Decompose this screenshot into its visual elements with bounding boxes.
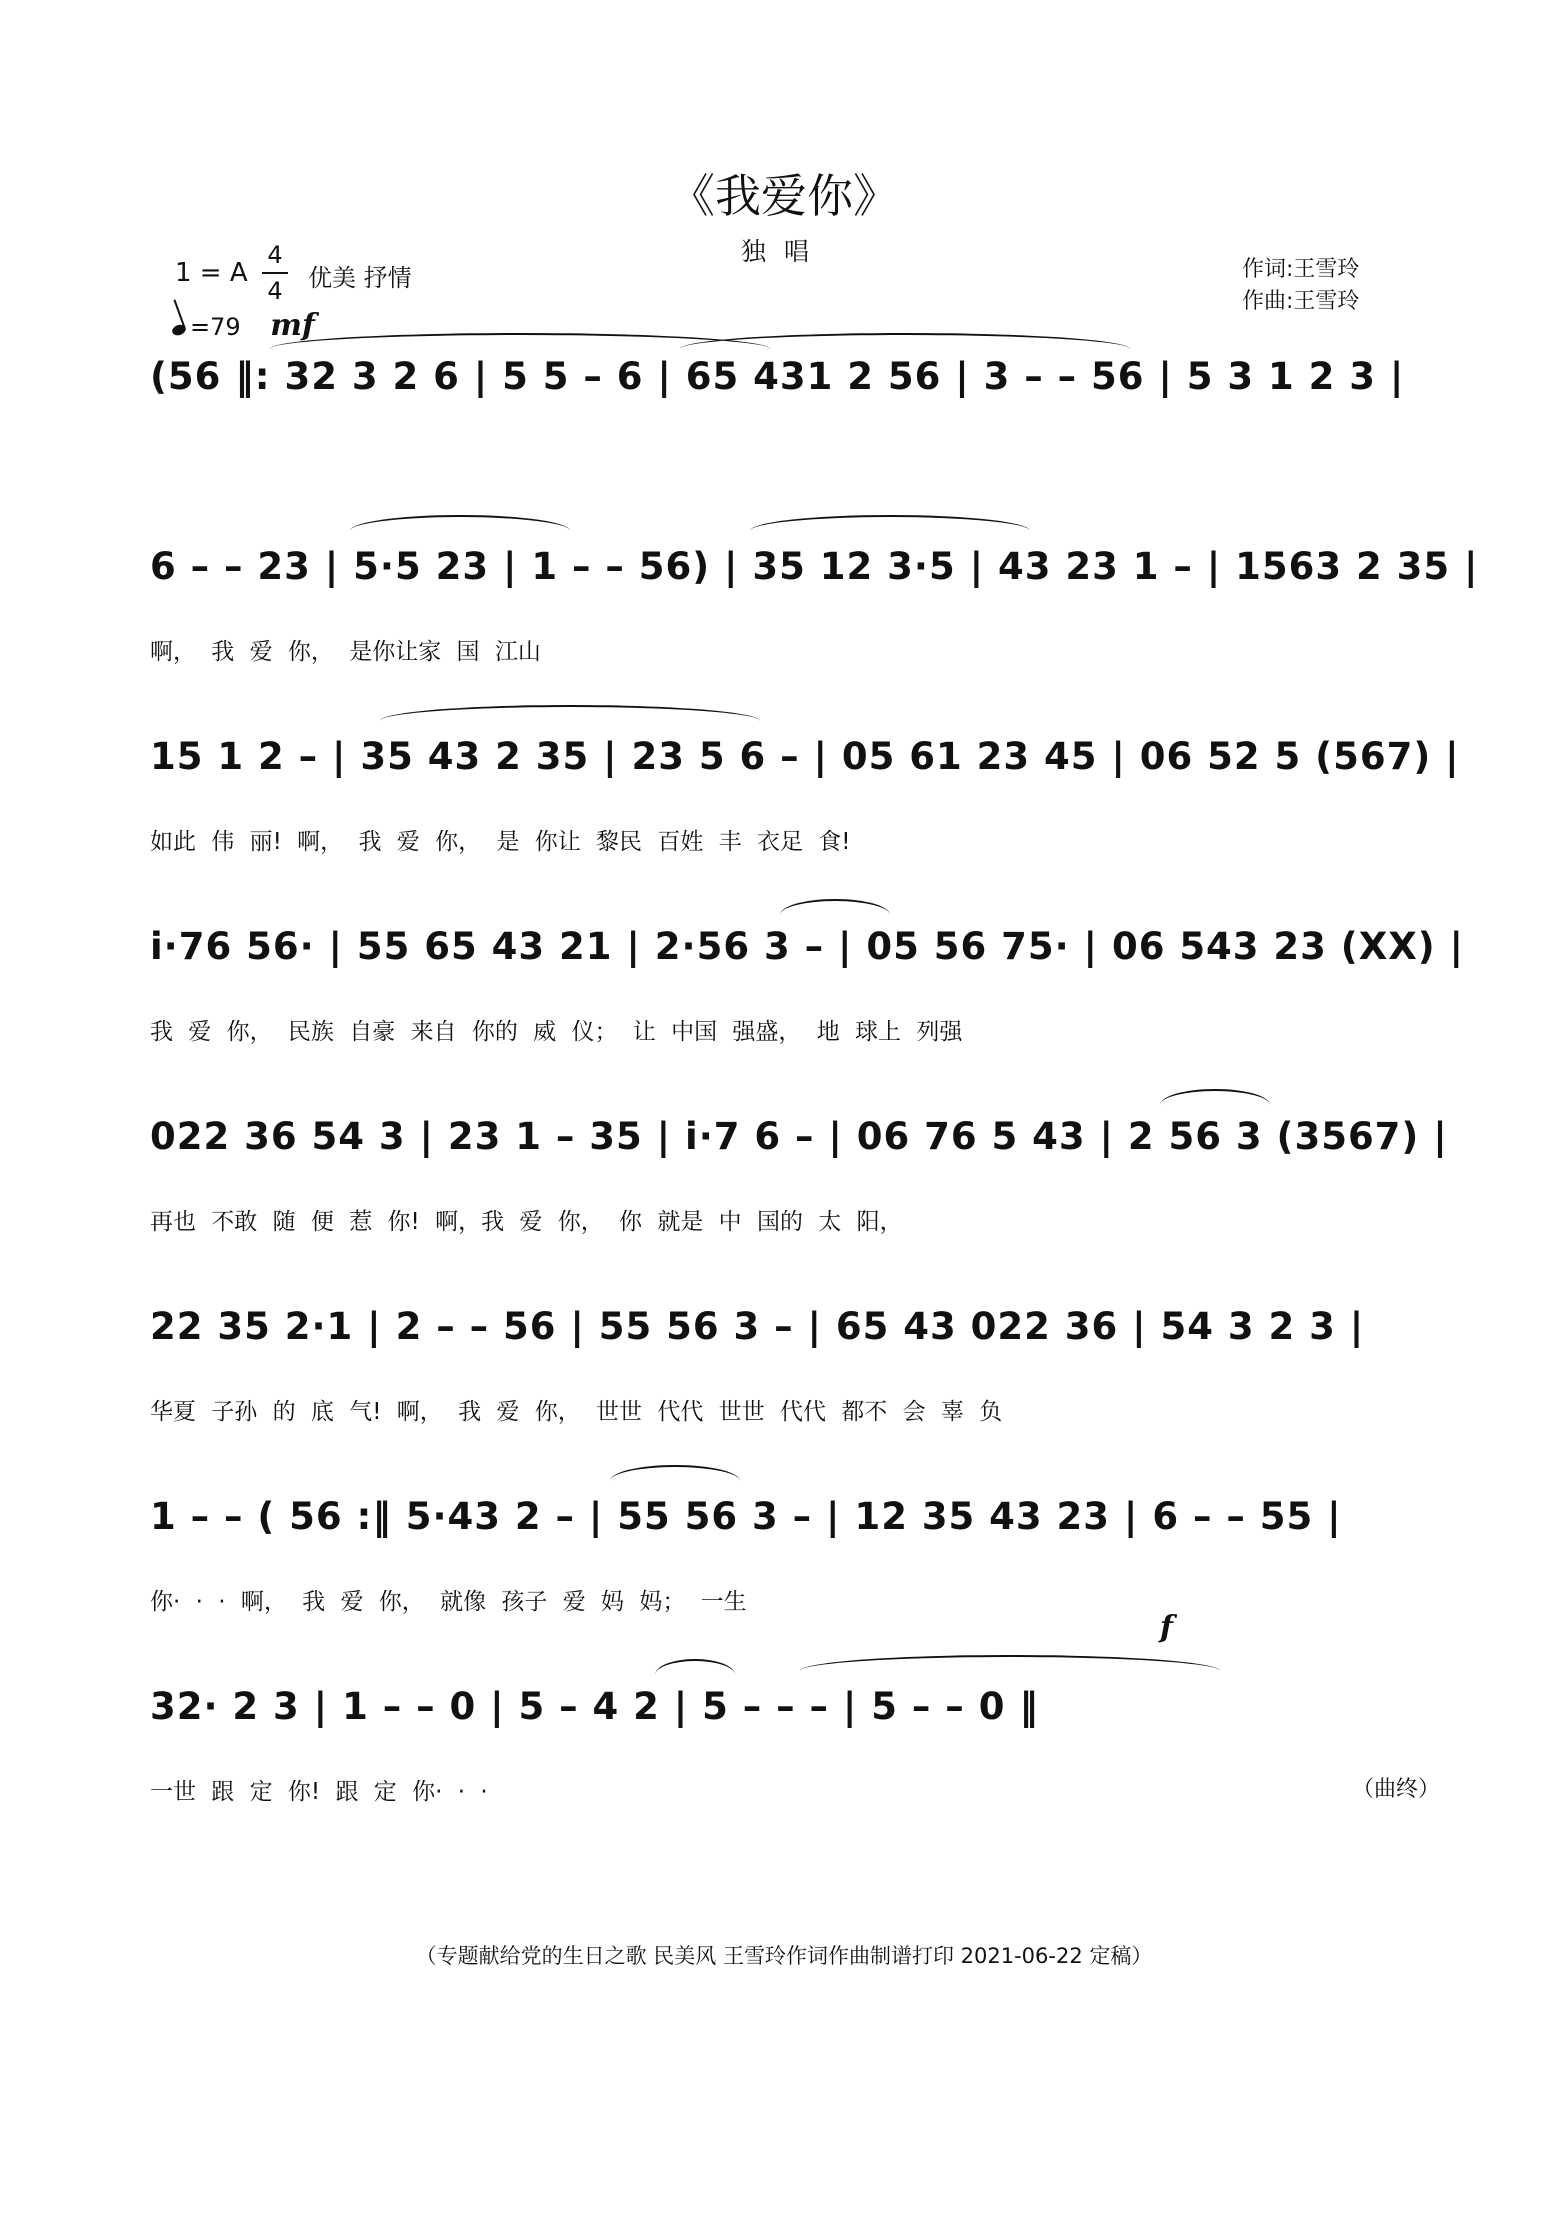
end-mark: （曲终） [1352,1777,1441,1802]
notation-line: 15 1 2 – | 35 43 2 35 | 23 5 6 – | 05 61 23 45 | 06 52 5 (567) | [150,735,1460,778]
quarter-note-icon [171,323,188,337]
system-3 [150,735,1460,905]
footer-note: （专题献给党的生日之歌 民美风 王雪玲作词作曲制谱打印 2021-06-22 定稿） [415,1944,1153,1968]
slur [610,1465,740,1497]
notation-line: 22 35 2·1 | 2 – – 56 | 55 56 3 – | 65 43 022 36 | 54 3 2 3 | [150,1305,1365,1348]
lyrics-line: 我 爱 你， 民族 自豪 来自 你的 威 仪； 让 中国 强盛， 地 球上 列强 [150,1019,963,1045]
dynamic-mf: mf [270,308,315,343]
notation-line: 022 36 54 3 | 23 1 – 35 | i·7 6 – | 06 76 5 43 | 2 56 3 (3567) | [150,1115,1448,1158]
dynamic-f: f [1160,1610,1173,1645]
notation-line: 6 – – 23 | 5·5 23 | 1 – – 56) | 35 12 3·5 | 43 23 1 – | 1563 2 35 | [150,545,1479,588]
system-4 [150,925,1465,1095]
composer-credit: 作曲:王雪玲 [1242,289,1360,314]
system-8 [150,1685,1450,1855]
lyrics-line: 一世 跟 定 你! 跟 定 你· · · [150,1779,488,1805]
notation-line: i·76 56· | 55 65 43 21 | 2·56 3 – | 05 56 75· | 06 543 23 (XX) | [150,925,1465,968]
system-1 [150,355,1450,525]
system-6 [150,1305,1450,1475]
tempo-marking [172,308,315,343]
notation-line: 32· 2 3 | 1 – – 0 | 5 – 4 2 | 5 – – – | 5 – – 0 ‖ [150,1685,1039,1728]
slur [350,515,570,547]
meter-top: 4 [267,241,283,269]
lyrics-line: 华夏 子孙 的 底 气! 啊， 我 爱 你， 世世 代代 世世 代代 都不 会 辜 负 [150,1399,1003,1425]
lyrics-line: 如此 伟 丽! 啊， 我 爱 你， 是 你让 黎民 百姓 丰 衣足 食! [150,829,851,855]
style-marking: 优美 抒情 [308,264,412,292]
slur [380,705,760,737]
key-signature: 1 = A [175,258,248,288]
system-7 [150,1495,1450,1665]
notation-line: 1 – – ( 56 :‖ 5·43 2 – | 55 56 3 – | 12 35 43 23 | 6 – – 55 | [150,1495,1342,1538]
system-5 [150,1115,1450,1285]
slur [800,1655,1220,1687]
tempo-value: =79 [190,313,241,341]
slur [750,515,1030,547]
system-2 [150,545,1479,715]
song-title: 《我爱你》 [669,169,899,223]
time-signature [262,238,288,308]
meter-bottom: 4 [267,277,283,305]
lyrics-line: 啊， 我 爱 你， 是你让家 国 江山 [150,639,541,665]
lyrics-line: 再也 不敢 随 便 惹 你! 啊，我 爱 你， 你 就是 中 国的 太 阳， [150,1209,903,1235]
song-subtitle: 独唱 [740,237,827,266]
lyricist-credit: 作词:王雪玲 [1242,257,1360,282]
notation-line: (56 ‖: 32 3 2 6 | 5 5 – 6 | 65 431 2 56 | 3 – – 56 | 5 3 1 2 3 | [150,355,1405,398]
lyrics-line: 你· · · 啊， 我 爱 你， 就像 孩子 爱 妈 妈； 一生 [150,1589,747,1615]
